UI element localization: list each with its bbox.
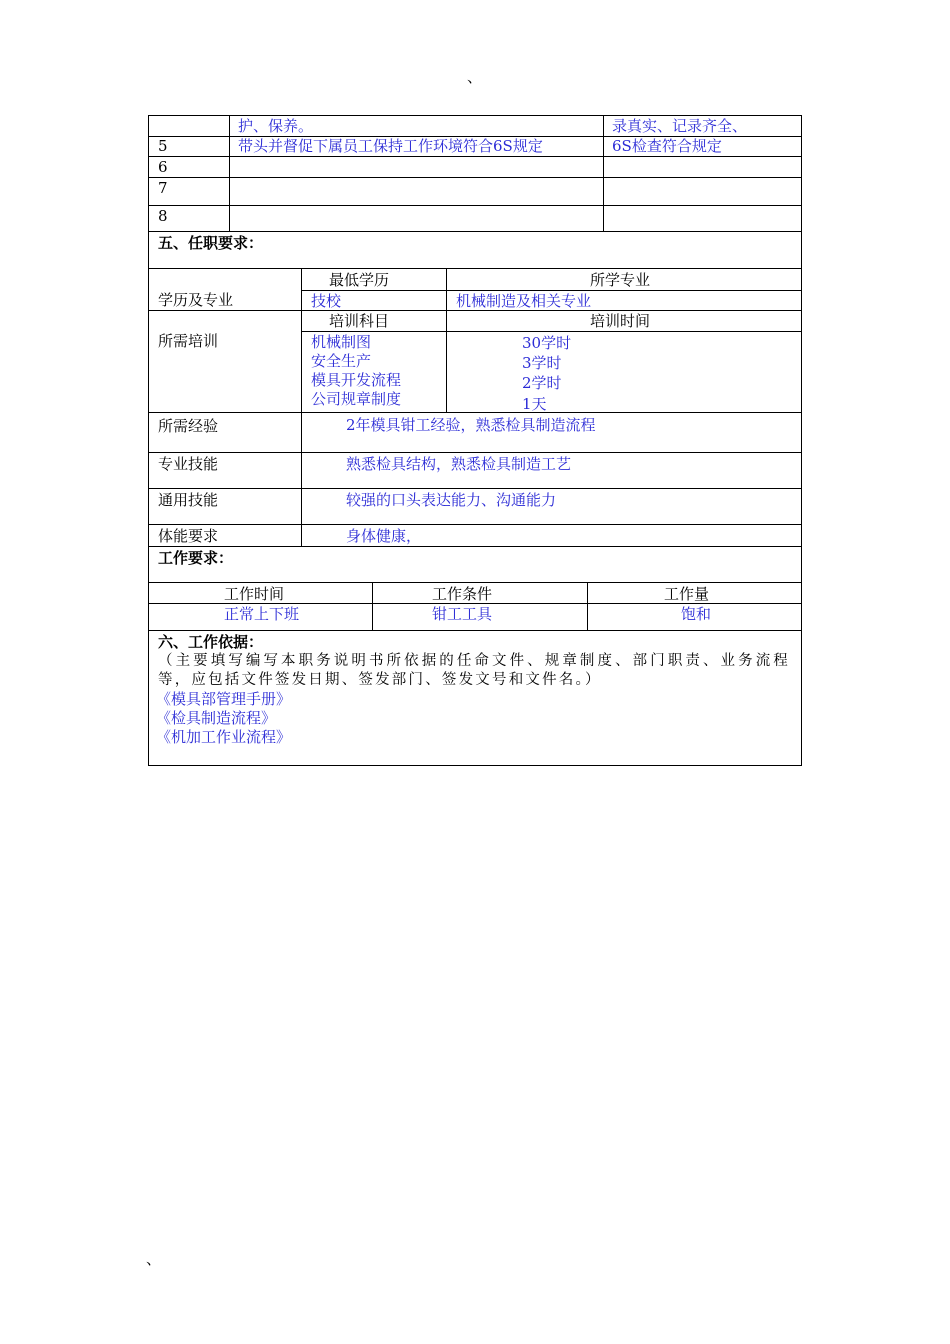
general-skills-value: 较强的口头表达能力、沟通能力 [346,491,557,509]
reference-doc: 《模具部管理手册》 [156,690,292,708]
row-divider [148,268,802,269]
training-subject: 模具开发流程 [311,371,402,389]
section5-title: 五、任职要求： [158,234,264,252]
table-border [801,115,802,766]
work-time-value: 正常上下班 [224,605,300,623]
row-divider [148,177,802,178]
row-divider [301,290,802,291]
training-label: 所需培训 [158,332,219,350]
row-divider [148,452,802,453]
education-label: 学历及专业 [158,291,234,309]
row-divider [148,582,802,583]
duty-num: 8 [158,207,168,225]
training-hours: 2学时 [522,374,562,392]
row-divider [148,231,802,232]
work-condition-header: 工作条件 [432,585,493,603]
work-condition-value: 钳工工具 [432,605,493,623]
duty-num: 5 [158,137,168,155]
duty-content: 带头并督促下属员工保持工作环境符合6S规定 [238,137,543,155]
workload-header: 工作量 [664,585,710,603]
experience-label: 所需经验 [158,417,219,435]
physical-label: 体能要求 [158,527,219,545]
row-divider [148,412,802,413]
col-divider [587,582,588,630]
duty-standard: 6S检查符合规定 [612,137,722,155]
work-time-header: 工作时间 [224,585,285,603]
training-subject: 机械制图 [311,333,372,351]
row-divider [148,524,802,525]
row-divider [148,205,802,206]
duty-num: 6 [158,158,168,176]
duty-content: 护、保养。 [238,117,314,135]
training-hours: 3学时 [522,354,562,372]
training-subject: 安全生产 [311,352,372,370]
training-time-header: 培训时间 [590,312,651,330]
section6-title: 六、工作依据： [158,633,264,651]
col-divider [603,115,604,231]
page-mark-bottom: 、 [146,1250,162,1268]
col-divider [229,115,230,231]
training-hours: 30学时 [522,334,572,352]
training-hours: 1天 [522,395,547,413]
row-divider [148,156,802,157]
section6-note: （主要填写编写本职务说明书所依据的任命文件、规章制度、部门职责、业务流程等，应包括文件签发日期、签发部门、签发文号和文件名。） [158,653,790,688]
row-divider [148,546,802,547]
professional-skills-label: 专业技能 [158,455,219,473]
duty-standard: 录真实、记录齐全、 [612,117,748,135]
row-divider [148,630,802,631]
row-divider [301,331,802,332]
min-education-value: 技校 [311,292,342,310]
major-value: 机械制造及相关专业 [456,292,592,310]
reference-doc: 《机加工作业流程》 [156,728,292,746]
table-border [148,765,802,766]
col-divider [372,582,373,630]
training-subject: 公司规章制度 [311,390,402,408]
experience-value: 2年模具钳工经验，熟悉检具制造流程 [346,416,596,434]
table-border [148,115,802,116]
physical-value: 身体健康， [346,527,422,545]
duty-num: 7 [158,179,168,197]
work-req-title: 工作要求： [158,549,234,567]
major-header: 所学专业 [590,271,651,289]
training-subject-header: 培训科目 [329,312,390,330]
professional-skills-value: 熟悉检具结构，熟悉检具制造工艺 [346,455,572,473]
row-divider [148,488,802,489]
reference-doc: 《检具制造流程》 [156,709,277,727]
table-border [148,115,149,766]
page-mark-top: 、 [467,68,483,86]
general-skills-label: 通用技能 [158,491,219,509]
workload-value: 饱和 [681,605,712,623]
min-education-header: 最低学历 [329,271,390,289]
